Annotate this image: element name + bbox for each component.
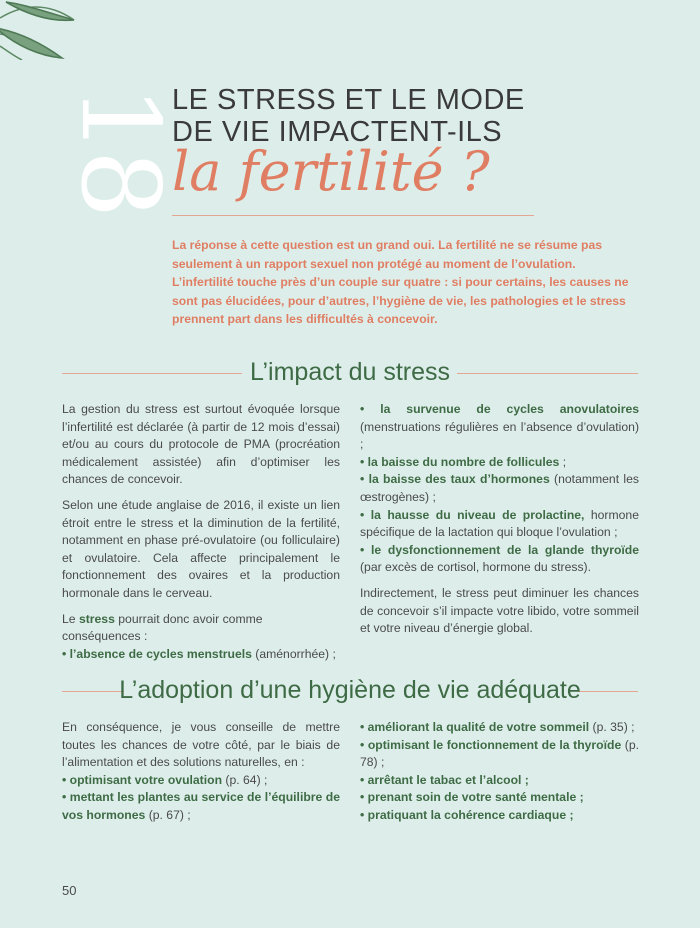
bullet-item: • prenant soin de votre santé mentale ; xyxy=(360,790,584,805)
bullet-item: • optimisant votre ovulation (p. 64) ; xyxy=(62,772,268,787)
bullet-item: • le dysfonctionnement de la glande thyroïde (par excès de cortisol, hormone du stress). xyxy=(360,542,639,575)
bullet-item: • la baisse du nombre de follicules ; xyxy=(360,454,567,469)
leaf-decoration-icon xyxy=(0,0,80,60)
bullet-item: • la hausse du niveau de prolactine, hormone spécifique de la lactation qui bloque l’ovulation ; xyxy=(360,507,639,540)
bullet-item: • pratiquant la cohérence cardiaque ; xyxy=(360,807,574,822)
chapter-number: 18 xyxy=(57,85,182,215)
title-line-2: DE VIE IMPACTENT-ILS xyxy=(172,116,503,148)
paragraph: Le stress pourrait donc avoir comme conséquences : xyxy=(62,611,263,644)
bullet-item: • la survenue de cycles anovulatoires (menstruations régulières en l’absence d’ovulation) ; xyxy=(360,402,639,452)
section-title: L’impact du stress xyxy=(249,358,451,386)
title-divider xyxy=(172,215,534,216)
title-line-1: LE STRESS ET LE MODE xyxy=(172,84,525,116)
section-heading-lifestyle xyxy=(62,674,638,708)
bullet-item: • la baisse des taux d’hormones (notamment les œstrogènes) ; xyxy=(360,472,639,504)
section2-right-column xyxy=(360,719,639,825)
section-heading-stress xyxy=(62,356,638,390)
bullet-item: • optimisant le fonctionnement de la thyroïde (p. 78) ; xyxy=(360,737,640,770)
intro-paragraph: La réponse à cette question est un grand oui. La fertilité ne se résume pas seulement à un rapport sexuel non protégé au moment de l’ovulation. L’infertilité touche près d’un couple sur quatre : si pour certains, les causes ne sont pas élucidées, pour d’autres, l’hygiène de vie, les pathologies et le stress prennent part dans les difficultés à concevoir. xyxy=(172,238,629,327)
section1-left-column xyxy=(62,401,340,663)
section1-right-column xyxy=(360,401,639,646)
section2-left-column xyxy=(62,719,340,825)
section-title: L’adoption d’une hygiène de vie adéquate xyxy=(119,676,581,704)
page-number: 50 xyxy=(62,883,77,898)
paragraph: Selon une étude anglaise de 2016, il existe un lien étroit entre le stress et la diminution de la fertilité, notamment en phase pré-ovulatoire (ou folliculaire) et ovulatoire. Cela affecte principalement le fonctionnement des ovaires et la production hormonale dans le cerveau. xyxy=(62,497,340,600)
paragraph: La gestion du stress est surtout évoquée lorsque l’infertilité est déclarée (à partir de 12 mois d’essai) et/ou au cours du protocole de PMA (procréation médicalement assistée) afin d’optimiser les chances de concevoir. xyxy=(62,402,340,487)
bullet-item: • arrêtant le tabac et l’alcool ; xyxy=(360,772,529,787)
paragraph: En conséquence, je vous conseille de mettre toutes les chances de votre côté, par le biais de l’alimentation et des solutions naturelles, en : xyxy=(62,720,340,770)
bullet-item: • l’absence de cycles menstruels (aménorrhée) ; xyxy=(62,646,336,661)
bullet-item: • améliorant la qualité de votre sommeil (p. 35) ; xyxy=(360,720,635,734)
title-script: la fertilité ? xyxy=(172,140,490,203)
bullet-item: • mettant les plantes au service de l’équilibre de vos hormones (p. 67) ; xyxy=(62,790,340,822)
paragraph: Indirectement, le stress peut diminuer les chances de concevoir s’il impacte votre libido, votre sommeil et votre niveau d’énergie global. xyxy=(360,585,639,636)
